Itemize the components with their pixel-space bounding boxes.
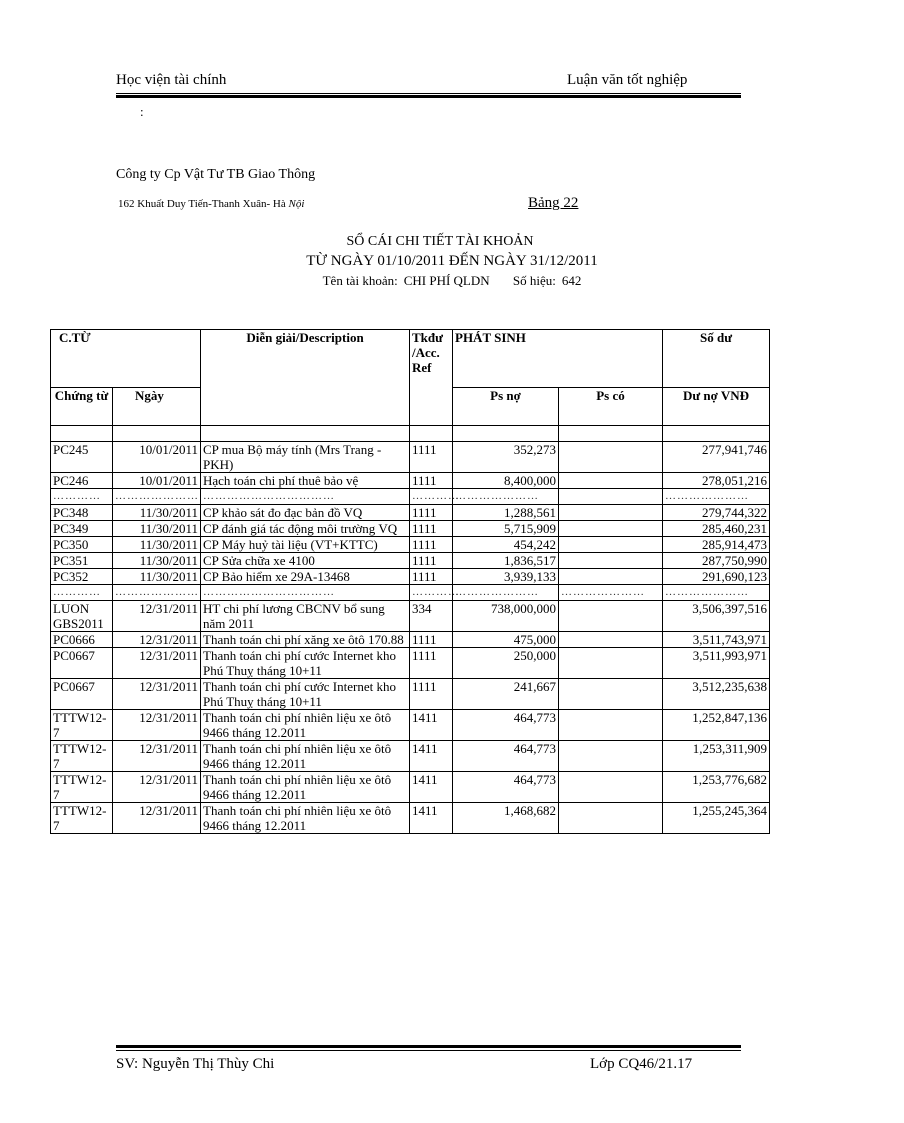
cell-debit: 1,288,561: [453, 505, 559, 521]
cell-balance: 285,914,473: [663, 537, 770, 553]
cell-desc: CP đánh giá tác động môi trường VQ: [201, 521, 410, 537]
cell-balance: 1,255,245,364: [663, 803, 770, 834]
table-row: [51, 569, 770, 585]
ledger-title: SỔ CÁI CHI TIẾT TÀI KHOẢN: [346, 234, 534, 249]
ledger-body: [51, 426, 770, 834]
header-ct: C.TỪ: [51, 330, 201, 388]
cell-date: 12/31/2011: [113, 710, 201, 741]
cell-date: 11/30/2011: [113, 521, 201, 537]
cell-date: 12/31/2011: [113, 741, 201, 772]
account-no-label: Số hiệu:: [512, 273, 556, 288]
cell-ref: 1411: [410, 772, 453, 803]
cell-balance: 287,750,990: [663, 553, 770, 569]
header-chung-tu: Chứng từ: [51, 388, 113, 426]
cell-desc: HT chi phí lương CBCNV bổ sung năm 2011: [201, 601, 410, 632]
cell-credit: [559, 473, 663, 489]
table-number: Bảng 22: [528, 195, 579, 211]
cell-credit: [559, 505, 663, 521]
cell-desc: CP khảo sát đo đạc bản đồ VQ: [201, 505, 410, 521]
table-row: [51, 537, 770, 553]
cell-ref: 1111: [410, 473, 453, 489]
cell-ref: 1111: [410, 553, 453, 569]
header-rule-thick: [116, 95, 741, 98]
cell-ref: 1111: [410, 679, 453, 710]
cell-debit: 241,667: [453, 679, 559, 710]
cell-date: 11/30/2011: [113, 505, 201, 521]
cell-balance: 1,252,847,136: [663, 710, 770, 741]
table-row: [51, 679, 770, 710]
ellipsis-cell: …………………: [453, 585, 559, 601]
ellipsis-row: [51, 585, 770, 601]
header-description: Diễn giải/Description: [201, 330, 410, 426]
ellipsis-cell: [559, 489, 663, 505]
table-row: [51, 505, 770, 521]
ledger-account: [0, 273, 904, 289]
cell-desc: Thanh toán chi phí nhiên liệu xe ôtô 9466 tháng 12.2011: [201, 710, 410, 741]
company-name: Công ty Cp Vật Tư TB Giao Thông: [116, 167, 316, 182]
header-ngay: Ngày: [113, 388, 201, 426]
cell-balance: 279,744,322: [663, 505, 770, 521]
cell-credit: [559, 648, 663, 679]
cell-ref: 1111: [410, 632, 453, 648]
table-row: [51, 442, 770, 473]
cell-desc: Thanh toán chi phí cước Internet kho Phú Thuỵ tháng 10+11: [201, 679, 410, 710]
table-row: [51, 772, 770, 803]
cell-doc: PC349: [51, 521, 113, 537]
header-ps-no: Ps nợ: [453, 388, 559, 426]
cell-doc: PC348: [51, 505, 113, 521]
cell-debit: 352,273: [453, 442, 559, 473]
cell-date: 12/31/2011: [113, 601, 201, 632]
cell-ref: 1111: [410, 442, 453, 473]
header-phat-sinh: PHÁT SINH: [453, 330, 663, 388]
cell-credit: [559, 632, 663, 648]
ellipsis-cell: ……………………………: [201, 585, 410, 601]
cell-date: 12/31/2011: [113, 803, 201, 834]
header-thesis: Luận văn tốt nghiệp: [567, 72, 688, 88]
header-rule-thin: [116, 93, 741, 94]
address-city: Nội: [288, 198, 305, 210]
cell-debit: 475,000: [453, 632, 559, 648]
ledger-table: [50, 329, 770, 834]
cell-balance: 1,253,776,682: [663, 772, 770, 803]
header-so-du: Số dư: [663, 330, 770, 388]
header-colon: :: [140, 104, 144, 119]
cell-date: 10/01/2011: [113, 442, 201, 473]
table-row: [51, 803, 770, 834]
cell-ref: 1111: [410, 505, 453, 521]
cell-date: 11/30/2011: [113, 569, 201, 585]
table-row: [51, 601, 770, 632]
header-school: Học viện tài chính: [116, 72, 227, 88]
cell-doc: TTTW12-7: [51, 803, 113, 834]
ellipsis-cell: …………………: [113, 489, 201, 505]
table-row: [51, 741, 770, 772]
cell-doc: TTTW12-7: [51, 772, 113, 803]
cell-ref: 1111: [410, 569, 453, 585]
footer-class: Lớp CQ46/21.17: [590, 1056, 693, 1072]
cell-desc: Thanh toán chi phí nhiên liệu xe ôtô 9466 tháng 12.2011: [201, 741, 410, 772]
cell-ref: 334: [410, 601, 453, 632]
cell-debit: 3,939,133: [453, 569, 559, 585]
cell-desc: CP Bảo hiểm xe 29A-13468: [201, 569, 410, 585]
cell-desc: CP Máy huỷ tài liệu (VT+KTTC): [201, 537, 410, 553]
cell-credit: [559, 553, 663, 569]
header-ref: Tkđư /Acc. Ref: [410, 330, 453, 426]
cell-credit: [559, 710, 663, 741]
ledger-period: TỪ NGÀY 01/10/2011 ĐẾN NGÀY 31/12/2011: [306, 253, 598, 269]
cell-debit: 738,000,000: [453, 601, 559, 632]
cell-date: 11/30/2011: [113, 537, 201, 553]
account-no: 642: [561, 273, 582, 288]
cell-credit: [559, 741, 663, 772]
cell-balance: 3,506,397,516: [663, 601, 770, 632]
table-row: [51, 521, 770, 537]
cell-desc: Thanh toán chi phí nhiên liệu xe ôtô 9466 tháng 12.2011: [201, 772, 410, 803]
cell-credit: [559, 601, 663, 632]
cell-date: 11/30/2011: [113, 553, 201, 569]
ellipsis-row: [51, 489, 770, 505]
cell-date: 12/31/2011: [113, 632, 201, 648]
footer-rule-thin: [116, 1050, 741, 1051]
cell-date: 12/31/2011: [113, 679, 201, 710]
ellipsis-cell: …………………: [663, 585, 770, 601]
cell-debit: 464,773: [453, 741, 559, 772]
cell-desc: CP mua Bộ máy tính (Mrs Trang - PKH): [201, 442, 410, 473]
account-name: CHI PHÍ QLDN: [403, 273, 490, 288]
header-du-no: Dư nợ VNĐ: [663, 388, 770, 426]
cell-balance: 291,690,123: [663, 569, 770, 585]
cell-debit: 1,836,517: [453, 553, 559, 569]
cell-debit: 454,242: [453, 537, 559, 553]
address-main: 162 Khuất Duy Tiến-Thanh Xuân- Hà: [118, 198, 289, 210]
cell-balance: 1,253,311,909: [663, 741, 770, 772]
cell-doc: TTTW12-7: [51, 741, 113, 772]
cell-desc: Thanh toán chi phí nhiên liệu xe ôtô 9466 tháng 12.2011: [201, 803, 410, 834]
cell-balance: 277,941,746: [663, 442, 770, 473]
cell-ref: 1111: [410, 648, 453, 679]
table-row: [51, 710, 770, 741]
cell-credit: [559, 772, 663, 803]
cell-ref: 1111: [410, 521, 453, 537]
cell-doc: TTTW12-7: [51, 710, 113, 741]
cell-balance: 3,511,743,971: [663, 632, 770, 648]
ellipsis-cell: …………………: [113, 585, 201, 601]
ellipsis-cell: ……………………………: [201, 489, 410, 505]
ellipsis-cell: …………: [410, 489, 453, 505]
cell-date: 10/01/2011: [113, 473, 201, 489]
table-header-row: [51, 330, 770, 388]
cell-ref: 1411: [410, 741, 453, 772]
cell-ref: 1111: [410, 537, 453, 553]
cell-debit: 1,468,682: [453, 803, 559, 834]
cell-ref: 1411: [410, 803, 453, 834]
cell-balance: 3,511,993,971: [663, 648, 770, 679]
cell-doc: PC0667: [51, 648, 113, 679]
cell-doc: PC351: [51, 553, 113, 569]
cell-doc: PC245: [51, 442, 113, 473]
cell-desc: CP Sửa chữa xe 4100: [201, 553, 410, 569]
company-address: [118, 198, 304, 210]
ellipsis-cell: …………………: [453, 489, 559, 505]
footer-student: SV: Nguyễn Thị Thùy Chi: [116, 1056, 275, 1072]
cell-debit: 464,773: [453, 710, 559, 741]
cell-debit: 5,715,909: [453, 521, 559, 537]
blank-row: [51, 426, 770, 442]
table-row: [51, 473, 770, 489]
cell-desc: Thanh toán chi phí xăng xe ôtô 170.88: [201, 632, 410, 648]
cell-credit: [559, 537, 663, 553]
header-ps-co: Ps có: [559, 388, 663, 426]
cell-doc: PC352: [51, 569, 113, 585]
account-name-label: Tên tài khoản:: [322, 273, 398, 288]
cell-date: 12/31/2011: [113, 772, 201, 803]
cell-debit: 8,400,000: [453, 473, 559, 489]
cell-doc: PC0666: [51, 632, 113, 648]
cell-doc: PC246: [51, 473, 113, 489]
cell-desc: Thanh toán chi phí cước Internet kho Phú Thuỵ tháng 10+11: [201, 648, 410, 679]
cell-doc: LUON GBS2011: [51, 601, 113, 632]
ellipsis-cell: …………………: [663, 489, 770, 505]
cell-balance: 285,460,231: [663, 521, 770, 537]
cell-debit: 250,000: [453, 648, 559, 679]
ellipsis-cell: …………: [51, 585, 113, 601]
cell-credit: [559, 442, 663, 473]
footer-rule-thick: [116, 1045, 741, 1048]
cell-balance: 278,051,216: [663, 473, 770, 489]
cell-balance: 3,512,235,638: [663, 679, 770, 710]
cell-date: 12/31/2011: [113, 648, 201, 679]
cell-credit: [559, 521, 663, 537]
cell-credit: [559, 679, 663, 710]
cell-desc: Hạch toán chi phí thuê bảo vệ: [201, 473, 410, 489]
ellipsis-cell: …………: [51, 489, 113, 505]
cell-credit: [559, 569, 663, 585]
table-row: [51, 553, 770, 569]
ellipsis-cell: …………………: [559, 585, 663, 601]
table-row: [51, 632, 770, 648]
cell-debit: 464,773: [453, 772, 559, 803]
table-row: [51, 648, 770, 679]
ellipsis-cell: …………: [410, 585, 453, 601]
cell-doc: PC0667: [51, 679, 113, 710]
cell-ref: 1411: [410, 710, 453, 741]
cell-doc: PC350: [51, 537, 113, 553]
cell-credit: [559, 803, 663, 834]
